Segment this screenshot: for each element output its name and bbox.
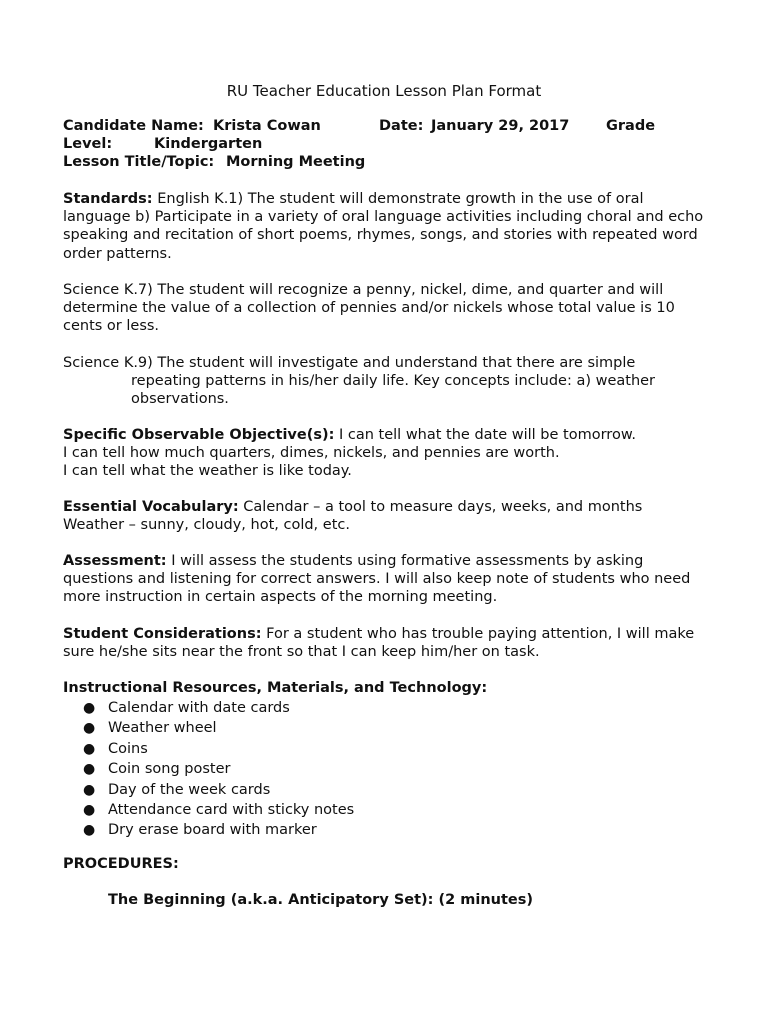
objectives-section xyxy=(63,426,713,481)
list-item: ● Coins xyxy=(63,739,354,759)
list-item: ● Attendance card with sticky notes xyxy=(63,800,354,820)
considerations-label: Student Considerations: xyxy=(63,626,262,642)
standards-science-k9 xyxy=(63,354,713,409)
lesson-title-value: Morning Meeting xyxy=(226,154,366,170)
level-label: Level: xyxy=(63,136,113,152)
science-k9-line-3: observations. xyxy=(131,391,229,408)
bullet-icon: ● xyxy=(83,801,96,818)
objectives-label: Specific Observable Objective(s): xyxy=(63,427,335,443)
grade-level-value: Kindergarten xyxy=(154,136,263,152)
bullet-icon: ● xyxy=(83,761,96,778)
list-item: ● Day of the week cards xyxy=(63,780,354,800)
standards-english-text: English K.1) The student will demonstrate growth in the use of oral language b) Participate in a variety of oral language activities including choral and echo speaking and recitation of short poems, rhymes, songs, and stories with repeated word order patterns. xyxy=(63,191,704,262)
bullet-icon: ● xyxy=(83,781,96,798)
procedures-label: PROCEDURES: xyxy=(63,856,179,872)
resources-list xyxy=(63,698,354,841)
considerations-text: For a student who has trouble paying attention, I will make sure he/she sits near the front so that I can keep him/her on task. xyxy=(63,626,695,661)
list-item: ● Weather wheel xyxy=(63,718,354,738)
objective-1: I can tell what the date will be tomorrow. xyxy=(339,427,636,443)
list-item: ● Calendar with date cards xyxy=(63,698,354,718)
resources-label: Instructional Resources, Materials, and Technology: xyxy=(63,680,488,696)
list-item: ● Coin song poster xyxy=(63,759,354,779)
standards-label: Standards: xyxy=(63,191,153,207)
assessment-label: Assessment: xyxy=(63,553,167,569)
vocabulary-calendar: Calendar – a tool to measure days, weeks, and months xyxy=(243,499,643,515)
date-value: January 29, 2017 xyxy=(431,118,570,134)
procedures-beginning-heading: The Beginning (a.k.a. Anticipatory Set): (2 minutes) xyxy=(108,892,534,908)
vocabulary-section xyxy=(63,498,713,534)
candidate-name-value: Krista Cowan xyxy=(213,118,321,134)
date-label: Date: xyxy=(379,118,424,134)
vocabulary-label: Essential Vocabulary: xyxy=(63,499,239,515)
bullet-icon: ● xyxy=(83,700,96,716)
bullet-icon: ● xyxy=(83,822,96,839)
considerations-section xyxy=(63,625,703,661)
document-title: RU Teacher Education Lesson Plan Format xyxy=(226,82,542,100)
science-k9-first-line: Science K.9) The student will investigate and understand that there are simple xyxy=(63,355,636,371)
lesson-title-label: Lesson Title/Topic: xyxy=(63,154,215,170)
vocabulary-weather: Weather – sunny, cloudy, hot, cold, etc. xyxy=(63,517,350,534)
objective-3: I can tell what the weather is like today. xyxy=(63,463,352,480)
bullet-icon: ● xyxy=(83,720,96,737)
bullet-icon: ● xyxy=(83,740,96,757)
grade-label: Grade xyxy=(606,118,656,134)
list-item: ● Dry erase board with marker xyxy=(63,820,354,840)
science-k9-line-2: repeating patterns in his/her daily life. Key concepts include: a) weather xyxy=(131,373,656,390)
objective-2: I can tell how much quarters, dimes, nickels, and pennies are worth. xyxy=(63,445,560,462)
assessment-text: I will assess the students using formative assessments by asking questions and listening for correct answers. I will also keep note of students who need more instruction in certain aspects of the morning meeting. xyxy=(63,553,691,606)
candidate-name-label: Candidate Name: xyxy=(63,118,204,134)
assessment-section xyxy=(63,552,703,607)
standards-english xyxy=(63,190,713,263)
standards-science-k7: Science K.7) The student will recognize a penny, nickel, dime, and quarter and will determine the value of a collection of pennies and/or nickels whose total value is 10 cents or less. xyxy=(63,282,675,335)
